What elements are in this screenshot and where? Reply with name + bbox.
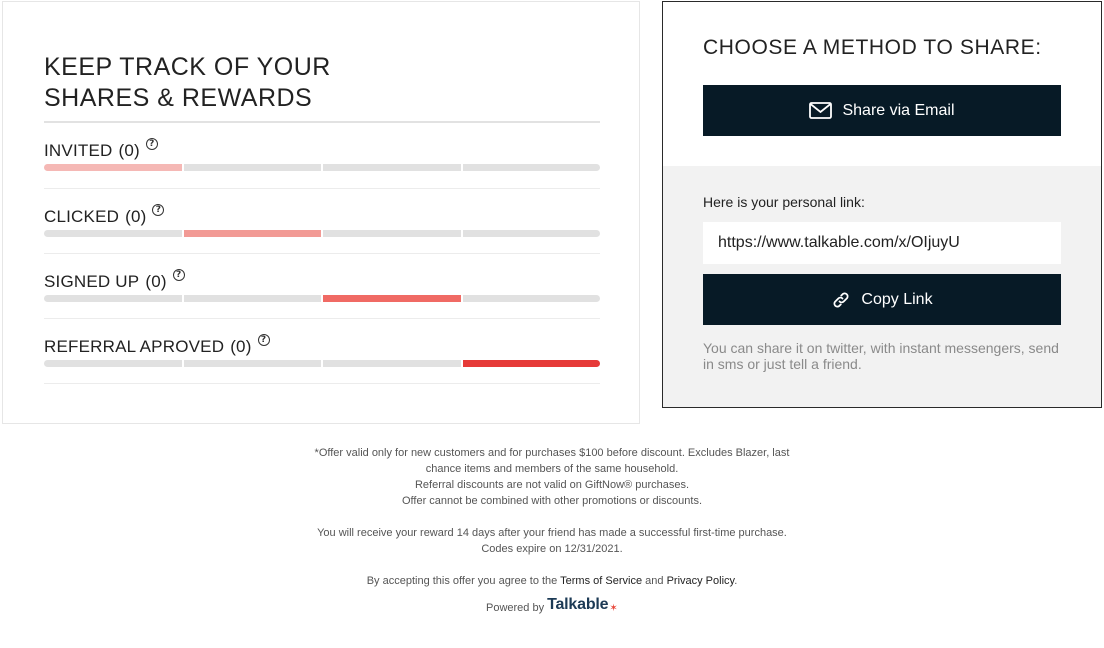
personal-link-input[interactable] xyxy=(703,222,1061,264)
privacy-policy-link[interactable]: Privacy Policy xyxy=(666,575,735,587)
share-panel xyxy=(662,1,1102,408)
talkable-logo[interactable]: Talkable xyxy=(547,596,609,613)
stat-label-signed-up: SIGNED UP xyxy=(44,272,140,291)
share-email-label: Share via Email xyxy=(842,101,955,119)
reward-terms: You will receive your reward 14 days after your friend has made a successful first-time purchase. Codes expire on 12/31/2021. xyxy=(317,527,787,555)
stat-count-signed-up: (0) xyxy=(145,272,167,291)
giftnow-text: Referral discounts are not valid on GiftNow® purchases. xyxy=(414,479,690,491)
personal-link-label: Here is your personal link: xyxy=(703,194,865,210)
row-divider xyxy=(44,383,600,384)
progress-segment xyxy=(323,360,461,367)
stat-row-clicked xyxy=(44,207,600,227)
title-divider xyxy=(44,121,600,123)
row-divider xyxy=(44,188,600,189)
terms-of-service-link[interactable]: Terms of Service xyxy=(560,575,643,587)
progress-segment xyxy=(44,230,182,237)
progress-bar-referral-approved xyxy=(44,360,600,367)
and-text: and xyxy=(645,575,664,587)
powered-by xyxy=(486,596,618,614)
stat-count-referral-approved: (0) xyxy=(230,337,252,356)
progress-segment xyxy=(463,164,601,171)
progress-segment xyxy=(44,360,182,367)
progress-segment xyxy=(184,230,322,237)
share-hint: You can share it on twitter, with instant messengers, send in sms or just tell a friend. xyxy=(703,340,1059,372)
progress-segment xyxy=(463,360,601,367)
progress-segment xyxy=(184,360,322,367)
rewards-title-line2: SHARES & REWARDS xyxy=(44,84,313,112)
rewards-title-line1: KEEP TRACK OF YOUR xyxy=(44,53,331,81)
progress-segment xyxy=(44,164,182,171)
row-divider xyxy=(44,253,600,254)
combine-text: Offer cannot be combined with other promotions or discounts. xyxy=(401,495,702,507)
share-title: CHOOSE A METHOD TO SHARE: xyxy=(703,36,1042,59)
stat-row-invited xyxy=(44,141,600,161)
offer-terms xyxy=(300,445,804,509)
progress-bar-clicked xyxy=(44,230,600,237)
stat-row-signed-up xyxy=(44,272,600,292)
progress-segment xyxy=(323,230,461,237)
help-icon[interactable]: ? xyxy=(152,204,164,216)
share-methods-section xyxy=(663,2,1101,166)
rewards-card xyxy=(2,1,640,424)
period: . xyxy=(734,575,738,587)
offer-text: *Offer valid only for new customers and for purchases $100 before discount. Excludes Blazer, last chance items and members of the same household. xyxy=(314,447,790,475)
progress-segment xyxy=(463,295,601,302)
progress-segment xyxy=(44,295,182,302)
agreement-text xyxy=(300,573,804,589)
stat-row-referral-approved xyxy=(44,337,600,357)
progress-segment xyxy=(184,295,322,302)
share-email-button[interactable] xyxy=(703,85,1061,136)
progress-segment xyxy=(463,230,601,237)
rewards-title xyxy=(44,52,444,114)
help-icon[interactable]: ? xyxy=(173,269,185,281)
progress-segment xyxy=(184,164,322,171)
row-divider xyxy=(44,318,600,319)
copy-link-label: Copy Link xyxy=(861,290,933,308)
envelope-icon xyxy=(809,102,832,119)
progress-bar-signed-up xyxy=(44,295,600,302)
stat-label-invited: INVITED xyxy=(44,141,113,160)
stat-label-clicked: CLICKED xyxy=(44,207,120,226)
stat-label-referral-approved: REFERRAL APROVED xyxy=(44,337,225,356)
agree-prefix: By accepting this offer you agree to the xyxy=(366,575,558,587)
progress-segment xyxy=(323,295,461,302)
progress-bar-invited xyxy=(44,164,600,171)
help-icon[interactable]: ? xyxy=(146,138,158,150)
footer-disclaimer xyxy=(300,445,804,605)
powered-by-label: Powered by xyxy=(486,602,545,614)
stat-count-invited: (0) xyxy=(118,141,140,160)
help-icon[interactable]: ? xyxy=(258,334,270,346)
progress-segment xyxy=(323,164,461,171)
copy-link-button[interactable] xyxy=(703,274,1061,325)
spark-icon: ✶ xyxy=(609,603,618,614)
link-icon xyxy=(831,290,851,310)
stat-count-clicked: (0) xyxy=(125,207,147,226)
